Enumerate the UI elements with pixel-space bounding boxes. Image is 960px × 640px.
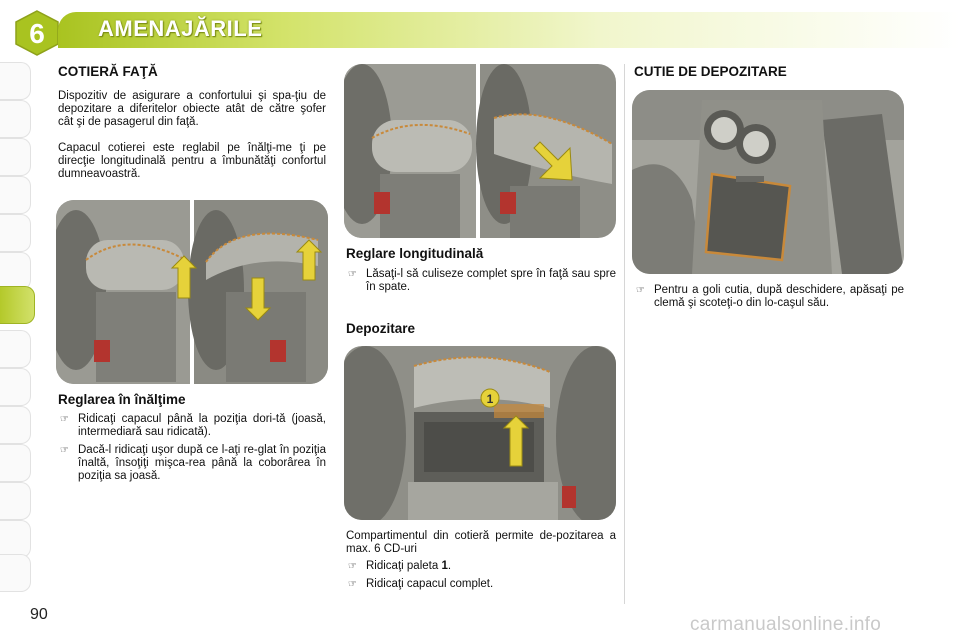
- chapter-tab-11[interactable]: [0, 444, 31, 482]
- chapter-tab-4[interactable]: [0, 176, 31, 214]
- storage-box-instructions-list: [634, 284, 904, 315]
- section-title-height: Reglarea în înălţime: [58, 392, 186, 407]
- chapter-tab-8[interactable]: [0, 330, 31, 368]
- chapter-tab-5[interactable]: [0, 214, 31, 252]
- watermark: carmanualsonline.info: [690, 614, 882, 635]
- storage-box-photo: [632, 90, 904, 274]
- chapter-tab-13[interactable]: [0, 520, 31, 558]
- chapter-tab-12[interactable]: [0, 482, 31, 520]
- chapter-tab-active[interactable]: [0, 286, 35, 324]
- section-title-front-armrest: COTIERĂ FAŢĂ: [58, 64, 158, 79]
- chapter-number: 6: [29, 18, 45, 49]
- chapter-tab-10[interactable]: [0, 406, 31, 444]
- section-title-longitudinal: Reglare longitudinală: [346, 246, 484, 261]
- chapter-badge: [14, 10, 60, 56]
- pointing-hand-icon: ☞: [60, 414, 69, 425]
- pointing-hand-icon: ☞: [348, 579, 357, 590]
- pointing-hand-icon: ☞: [348, 269, 357, 280]
- chapter-tab-9[interactable]: [0, 368, 31, 406]
- height-adjust-photo: [56, 200, 328, 384]
- list-item: ☞ Ridicaţi capacul complet.: [348, 578, 494, 590]
- chapter-tab-3[interactable]: [0, 138, 31, 176]
- section-title-storage-box: CUTIE DE DEPOZITARE: [634, 64, 787, 79]
- pointing-hand-icon: ☞: [348, 561, 357, 572]
- longitudinal-instructions-list: [346, 268, 616, 299]
- page-number: 90: [30, 606, 48, 623]
- column-divider: [624, 64, 625, 604]
- chapter-tab-1[interactable]: [0, 62, 31, 100]
- adjustment-paragraph: Capacul cotierei este reglabil pe înălţi-me ţi pe direcţie longitudinală pentru a îmbunătăţi confortul dumneavoastră.: [58, 142, 326, 180]
- longitudinal-adjust-photo: [344, 64, 616, 238]
- list-item: ☞ Ridicaţi paleta 1.: [348, 560, 452, 572]
- list-item: ☞ Lăsaţi-l să culiseze complet spre în faţă sau spre în spate.: [348, 268, 616, 293]
- chapter-tab-6[interactable]: [0, 252, 31, 290]
- storage-photo: [344, 346, 616, 520]
- section-title-storage: Depozitare: [346, 321, 416, 336]
- storage-paragraph: Compartimentul din cotieră permite de-pozitarea a max. 6 CD-uri: [346, 530, 616, 555]
- height-instructions-list: [58, 413, 326, 488]
- storage-instructions-list: [346, 560, 616, 596]
- intro-paragraph: Dispozitiv de asigurare a confortului şi spa-ţiu de depozitare a diferitelor obiecte atât de către şofer cât şi de pasagerul din faţă.: [58, 90, 326, 128]
- list-item: ☞ Pentru a goli cutia, după deschidere, apăsaţi pe clemă şi scoteţi-o din lo-caşul său.: [636, 284, 904, 309]
- chapter-tab-14[interactable]: [0, 554, 31, 592]
- callout-number: 1: [486, 392, 494, 406]
- pointing-hand-icon: ☞: [60, 445, 69, 456]
- list-item: ☞ Dacă-l ridicaţi uşor după ce l-aţi re-glat în poziţia înaltă, însoţiţi mişca-rea până la coborârea în poziţia sa joasă.: [60, 444, 326, 482]
- pointing-hand-icon: ☞: [636, 285, 645, 296]
- chapter-tab-2[interactable]: [0, 100, 31, 138]
- page-title: AMENAJĂRILE: [98, 16, 263, 41]
- list-item: ☞ Ridicaţi capacul până la poziţia dori-tă (joasă, intermediară sau ridicată).: [60, 413, 326, 438]
